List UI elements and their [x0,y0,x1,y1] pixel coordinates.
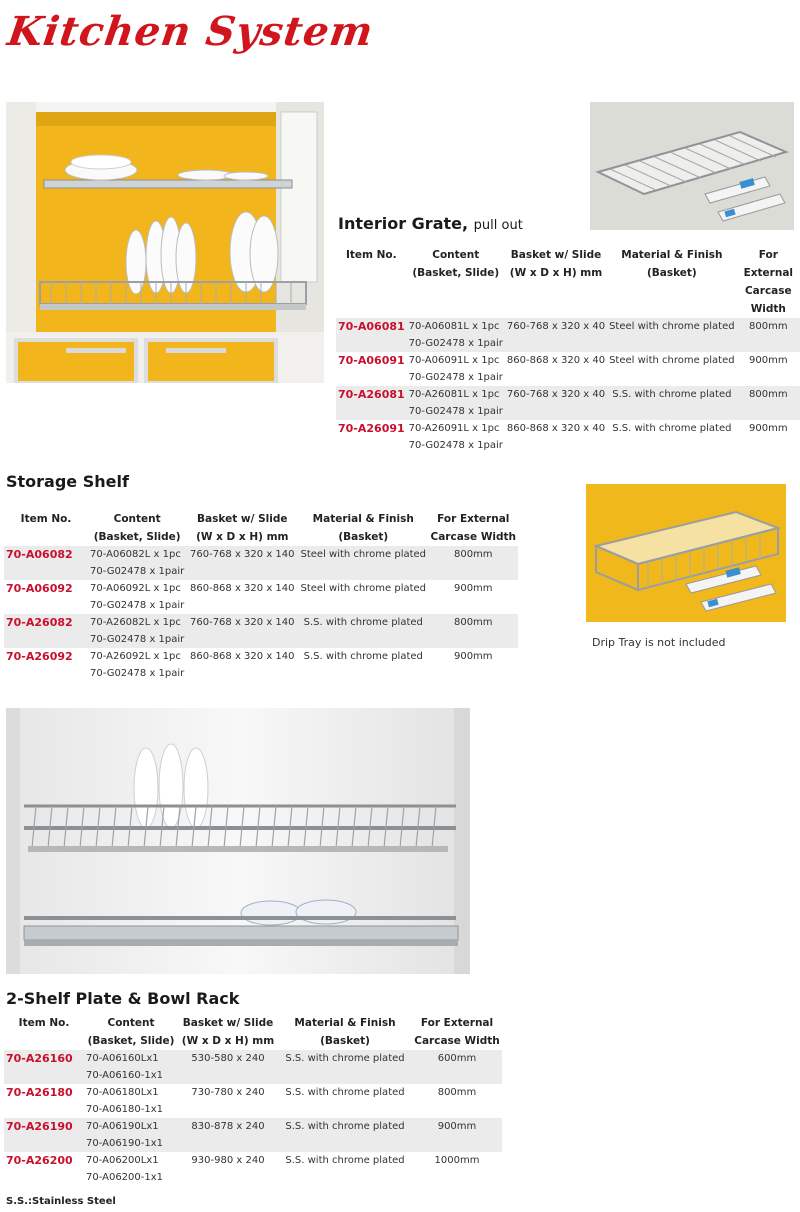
item-size: 760-768 x 320 x 140 [186,614,298,648]
storage-shelf-photo [586,484,786,622]
item-material: S.S. with chrome plated [278,1050,412,1084]
item-width: 900mm [412,1118,502,1152]
header-content: Content (Basket, Slide) [93,513,181,543]
item-content: 70-A06160Lx1 70-A06160-1x1 [84,1050,178,1084]
header-item-no: Item No. [20,513,72,525]
table-row [336,318,800,352]
table-row [336,386,800,420]
header-item-no: Item No. [18,1017,70,1029]
header-material: Material & Finish (Basket) [621,249,723,279]
header-size: Basket w/ Slide (W x D x H) mm [181,1017,275,1047]
item-size: 760-768 x 320 x 140 [186,546,298,580]
item-size: 860-868 x 320 x 140 [190,651,295,662]
item-size: 860-868 x 320 x 40 [506,423,606,434]
item-content: 70-A06190Lx1 70-A06190-1x1 [84,1118,178,1152]
item-content: 70-A26091L x 1pc 70-G02478 x 1pair [408,423,503,451]
item-material: Steel with chrome plated [607,318,737,352]
table-row [4,580,518,614]
item-size: 760-768 x 320 x 40 [505,318,607,352]
item-content: 70-A06092L x 1pc 70-G02478 x 1pair [90,583,185,611]
item-material: Steel with chrome plated [609,355,735,366]
header-width: For External Carcase Width [743,249,794,315]
item-code: 70-A06092 [6,582,73,595]
interior-grate-table [336,246,800,454]
item-size: 930-980 x 240 [191,1155,265,1166]
item-code: 70-A26092 [6,650,73,663]
item-size: 530-580 x 240 [178,1050,278,1084]
drip-tray-note: Drip Tray is not included [592,636,726,649]
item-material: Steel with chrome plated [300,583,427,594]
item-width: 800mm [737,386,800,420]
item-code: 70-A26180 [6,1086,73,1099]
item-width: 800mm [437,1087,477,1098]
item-material: S.S. with chrome plated [285,1155,405,1166]
table-row [336,352,800,386]
item-content: 70-A06091L x 1pc 70-G02478 x 1pair [408,355,503,383]
item-width: 900mm [453,583,493,594]
table-row [4,1084,502,1118]
header-width: For External Carcase Width [430,513,517,543]
table-row [4,648,518,682]
item-code: 70-A06081 [336,318,407,352]
storage-shelf-title: Storage Shelf [6,472,129,491]
cabinet-grate-photo [6,102,324,383]
item-content: 70-A26082L x 1pc 70-G02478 x 1pair [88,614,186,648]
table-row [4,1050,502,1084]
table-header-row [4,510,518,546]
item-width: 900mm [749,423,788,434]
plate-bowl-rack-photo [6,708,470,974]
item-width: 800mm [428,546,518,580]
item-material: S.S. with chrome plated [303,651,423,662]
item-material: S.S. with chrome plated [612,423,732,434]
item-width: 600mm [412,1050,502,1084]
item-code: 70-A06082 [4,546,88,580]
footnote: S.S.:Stainless Steel [6,1196,116,1207]
item-size: 860-868 x 320 x 140 [190,583,295,594]
table-row [4,546,518,580]
header-material: Material & Finish (Basket) [312,513,414,543]
item-content: 70-A06082L x 1pc 70-G02478 x 1pair [88,546,186,580]
interior-grate-title-main: Interior Grate, [338,214,469,233]
item-code: 70-A26200 [6,1154,73,1167]
item-code: 70-A26190 [4,1118,84,1152]
item-material: S.S. with chrome plated [607,386,737,420]
item-size: 730-780 x 240 [191,1087,265,1098]
table-row [336,420,800,454]
item-content: 70-A06180Lx1 70-A06180-1x1 [86,1087,164,1115]
item-width: 900mm [749,355,788,366]
item-width: 1000mm [434,1155,480,1166]
table-header-row [4,1014,502,1050]
item-material: S.S. with chrome plated [285,1087,405,1098]
item-code: 70-A26082 [4,614,88,648]
interior-grate-title [338,214,523,233]
item-code: 70-A26160 [4,1050,84,1084]
item-material: Steel with chrome plated [298,546,428,580]
header-width: For External Carcase Width [414,1017,500,1047]
header-content: Content (Basket, Slide) [412,249,500,279]
header-content: Content (Basket, Slide) [87,1017,175,1047]
item-size: 760-768 x 320 x 40 [505,386,607,420]
page-title: Kitchen System [4,8,377,55]
item-width: 800mm [428,614,518,648]
table-row [4,1118,502,1152]
header-size: Basket w/ Slide (W x D x H) mm [509,249,603,279]
interior-grate-title-suffix: pull out [473,218,523,233]
item-code: 70-A06091 [338,354,405,367]
item-content: 70-A26092L x 1pc 70-G02478 x 1pair [90,651,185,679]
storage-shelf-table [4,510,518,682]
item-content: 70-A06081L x 1pc 70-G02478 x 1pair [407,318,505,352]
table-row [4,614,518,648]
plate-bowl-rack-table [4,1014,502,1186]
item-width: 900mm [453,651,493,662]
header-item-no: Item No. [346,249,397,261]
header-material: Material & Finish (Basket) [294,1017,396,1047]
item-size: 830-878 x 240 [178,1118,278,1152]
grate-product-photo [590,102,794,230]
header-size: Basket w/ Slide (W x D x H) mm [196,513,289,543]
table-row [4,1152,502,1186]
item-material: S.S. with chrome plated [278,1118,412,1152]
item-size: 860-868 x 320 x 40 [506,355,606,366]
item-content: 70-A06200Lx1 70-A06200-1x1 [86,1155,164,1183]
table-header-row [336,246,800,318]
item-content: 70-A26081L x 1pc 70-G02478 x 1pair [407,386,505,420]
plate-bowl-rack-title: 2-Shelf Plate & Bowl Rack [6,989,240,1008]
item-code: 70-A26091 [338,422,405,435]
item-width: 800mm [737,318,800,352]
item-material: S.S. with chrome plated [298,614,428,648]
item-code: 70-A26081 [336,386,407,420]
